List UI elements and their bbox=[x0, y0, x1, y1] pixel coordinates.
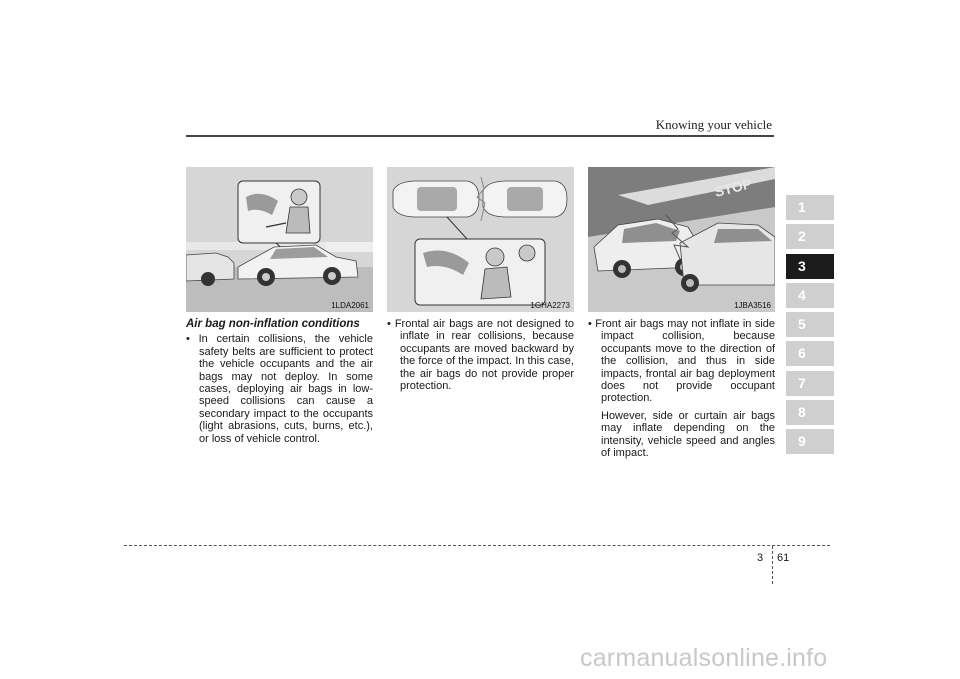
chapter-tab-4[interactable]: 4 bbox=[786, 283, 834, 308]
column-3 bbox=[588, 318, 775, 459]
image-code: 1GHA2273 bbox=[530, 301, 570, 310]
rear-collision-drawing bbox=[387, 167, 574, 312]
chapter-tabs bbox=[786, 195, 834, 459]
front-collision-drawing bbox=[186, 167, 373, 312]
illustration-rear-collision bbox=[387, 167, 574, 312]
paragraph-1: • Frontal air bags are not designed to inflate in rear collisions, because occupants are moved backward by the force of the impact. In this case, the air bags do not provide proper protection. bbox=[387, 318, 574, 393]
footer-page-number: 61 bbox=[777, 552, 790, 564]
chapter-tab-2[interactable]: 2 bbox=[786, 224, 834, 249]
header-rule bbox=[186, 135, 774, 137]
watermark: carmanualsonline.info bbox=[580, 644, 828, 672]
side-collision-drawing bbox=[588, 167, 775, 312]
column-2 bbox=[387, 318, 574, 392]
chapter-tab-7[interactable]: 7 bbox=[786, 371, 834, 396]
paragraph-1: • In certain collisions, the vehicle safety belts are sufficient to protect the vehicle occupants and the air bags may not deploy. In some cases, deploying air bags in low-speed collisions can cause a secondary impact to the occupants (light abrasions, cuts, burns, etc.), or loss of vehicle control. bbox=[186, 333, 373, 445]
chapter-tab-6[interactable]: 6 bbox=[786, 341, 834, 366]
image-code: 1LDA2061 bbox=[331, 301, 369, 310]
image-code: 1JBA3516 bbox=[734, 301, 771, 310]
section-heading: Air bag non-inflation conditions bbox=[186, 318, 360, 330]
footer-rule bbox=[124, 545, 830, 546]
chapter-tab-8[interactable]: 8 bbox=[786, 400, 834, 425]
footer-divider bbox=[772, 546, 773, 584]
chapter-tab-5[interactable]: 5 bbox=[786, 312, 834, 337]
column-1 bbox=[186, 318, 373, 445]
chapter-tab-1[interactable]: 1 bbox=[786, 195, 834, 220]
chapter-tab-9[interactable]: 9 bbox=[786, 429, 834, 454]
footer-chapter-number: 3 bbox=[757, 552, 764, 564]
stop-road-marking: STOP bbox=[712, 175, 754, 200]
illustration-side-collision bbox=[588, 167, 775, 312]
illustration-front-collision bbox=[186, 167, 373, 312]
chapter-tab-3[interactable]: 3 bbox=[786, 254, 834, 279]
header-title: Knowing your vehicle bbox=[655, 117, 772, 132]
paragraph-1: • Front air bags may not inflate in side impact collision, because occupants move to the direction of the collision, and thus in side impacts, frontal air bag deployment does not provide occupant protection. bbox=[588, 318, 775, 405]
paragraph-2: However, side or curtain air bags may inflate depending on the intensity, vehicle speed and angles of impact. bbox=[601, 409, 775, 460]
